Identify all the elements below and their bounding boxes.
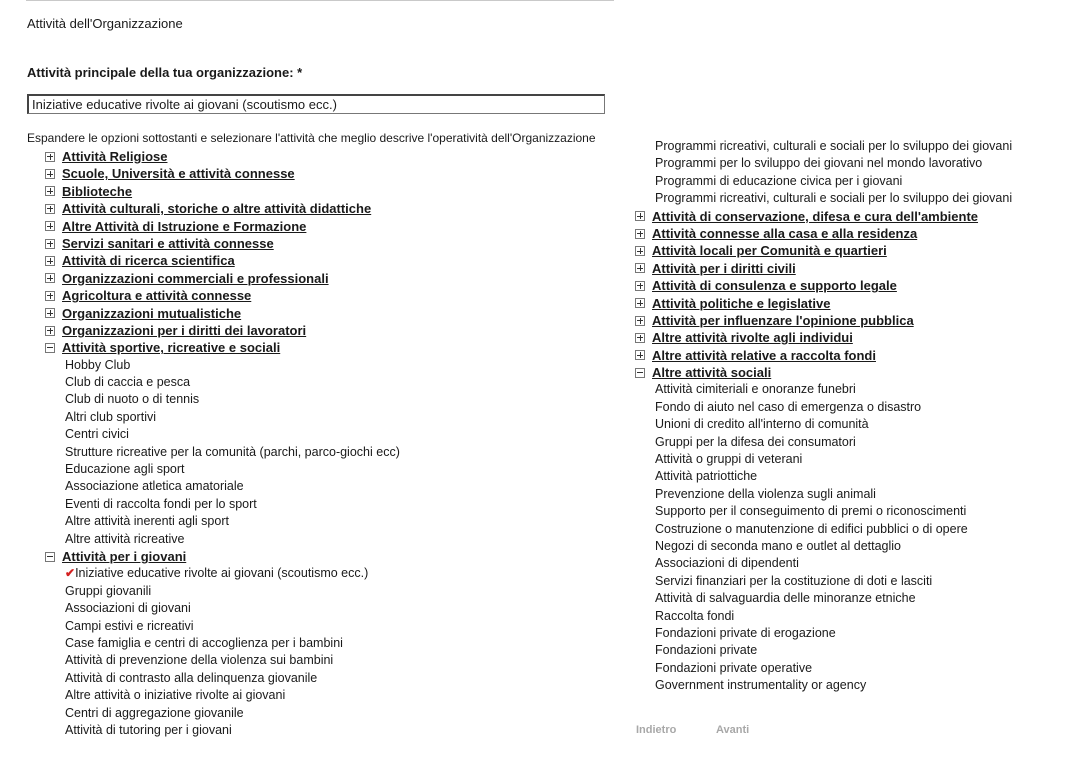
option-label: Club di caccia e pesca: [65, 375, 191, 390]
option-label: Programmi ricreativi, culturali e sociali per lo sviluppo dei giovani: [655, 191, 1013, 206]
activity-option[interactable]: [45, 635, 400, 652]
option-label: Hobby Club: [65, 357, 131, 372]
activity-option[interactable]: [635, 608, 1012, 625]
activity-option[interactable]: [45, 478, 400, 495]
activity-option[interactable]: [635, 416, 1012, 433]
plus-box-icon[interactable]: [635, 263, 645, 273]
option-label: Club di nuoto o di tennis: [65, 392, 200, 407]
option-label: Attività di contrasto alla delinquenza giovanile: [65, 670, 318, 685]
plus-box-icon[interactable]: [45, 273, 55, 283]
option-label: Altri club sportivi: [65, 409, 156, 424]
top-divider: [26, 0, 614, 1]
activity-option[interactable]: [635, 486, 1012, 503]
category-item[interactable]: [45, 165, 400, 182]
activity-option[interactable]: [45, 531, 400, 548]
activity-option[interactable]: [635, 590, 1012, 607]
activity-option[interactable]: [45, 722, 400, 739]
category-label: Attività culturali, storiche o altre attività didattiche: [62, 201, 372, 217]
option-label: Attività di tutoring per i giovani: [65, 722, 232, 737]
category-item[interactable]: [635, 225, 1012, 242]
activity-option[interactable]: [635, 677, 1012, 694]
plus-box-icon[interactable]: [45, 169, 55, 179]
minus-box-icon[interactable]: [45, 552, 55, 562]
option-label: Associazione atletica amatoriale: [65, 479, 244, 494]
category-label: Attività di conservazione, difesa e cura dell'ambiente: [652, 208, 979, 224]
next-button[interactable]: Avanti: [716, 724, 750, 736]
option-label: Educazione agli sport: [65, 462, 185, 477]
category-item[interactable]: [45, 252, 400, 269]
option-label: Programmi di educazione civica per i giovani: [655, 173, 903, 188]
activity-option[interactable]: [45, 357, 400, 374]
activity-option[interactable]: [45, 705, 400, 722]
plus-box-icon[interactable]: [45, 256, 55, 266]
option-label: Government instrumentality or agency: [655, 678, 867, 693]
plus-box-icon[interactable]: [45, 221, 55, 231]
plus-box-icon[interactable]: [45, 308, 55, 318]
plus-box-icon[interactable]: [45, 239, 55, 249]
activity-option[interactable]: [45, 409, 400, 426]
category-label: Attività sportive, ricreative e sociali: [62, 340, 281, 356]
category-label: Attività per i diritti civili: [652, 260, 796, 276]
option-label: Negozi di seconda mano e outlet al dettaglio: [655, 538, 901, 553]
option-label: Supporto per il conseguimento di premi o riconoscimenti: [655, 504, 967, 519]
category-item[interactable]: [635, 347, 1012, 364]
category-item[interactable]: [45, 287, 400, 304]
category-item[interactable]: [635, 295, 1012, 312]
plus-box-icon[interactable]: [635, 211, 645, 221]
category-item[interactable]: [45, 148, 400, 165]
category-item[interactable]: [635, 364, 1012, 381]
activity-option[interactable]: [45, 374, 400, 391]
activity-option[interactable]: [635, 468, 1012, 485]
category-label: Organizzazioni per i diritti dei lavoratori: [62, 322, 307, 338]
activity-option[interactable]: [635, 625, 1012, 642]
option-label: Altre attività ricreative: [65, 531, 185, 546]
option-label: Associazioni di dipendenti: [655, 556, 799, 571]
option-label: Strutture ricreative per la comunità (parchi, parco-giochi ecc): [65, 444, 400, 459]
option-label: Altre attività o iniziative rivolte ai giovani: [65, 688, 286, 703]
activity-option[interactable]: [635, 138, 1012, 155]
category-label: Attività locali per Comunità e quartieri: [652, 243, 887, 259]
instructions-text: Espandere le opzioni sottostanti e selezionare l'attività che meglio descrive l'operatività dell'Organizzazione: [27, 131, 596, 145]
category-label: Altre attività rivolte agli individui: [652, 330, 853, 346]
category-item[interactable]: [45, 548, 400, 565]
activity-option[interactable]: [45, 670, 400, 687]
option-label: Gruppi per la difesa dei consumatori: [655, 434, 856, 449]
plus-box-icon[interactable]: [635, 229, 645, 239]
minus-box-icon[interactable]: [45, 343, 55, 353]
category-label: Altre Attività di Istruzione e Formazione: [62, 218, 307, 234]
activity-option[interactable]: [635, 155, 1012, 172]
activity-option[interactable]: [635, 521, 1012, 538]
activity-option[interactable]: [45, 461, 400, 478]
option-label: Gruppi giovanili: [65, 583, 152, 598]
category-label: Altre attività relative a raccolta fondi: [652, 347, 876, 363]
category-label: Attività Religiose: [62, 149, 168, 164]
category-item[interactable]: [45, 339, 400, 356]
activity-option[interactable]: [45, 600, 400, 617]
activity-option[interactable]: [45, 652, 400, 669]
category-item[interactable]: [635, 208, 1012, 225]
activity-option[interactable]: [45, 583, 400, 600]
category-item[interactable]: [45, 270, 400, 287]
option-label: Programmi ricreativi, culturali e sociali per lo sviluppo dei giovani: [655, 139, 1013, 153]
check-icon: ✔: [65, 566, 76, 581]
activity-option[interactable]: [45, 618, 400, 635]
category-item[interactable]: [635, 329, 1012, 346]
option-label: Case famiglia e centri di accoglienza per i bambini: [65, 635, 343, 650]
category-label: Attività per i giovani: [62, 548, 187, 564]
activity-option[interactable]: [45, 513, 400, 530]
activity-option[interactable]: [635, 173, 1012, 190]
option-label: Programmi per lo sviluppo dei giovani nel mondo lavorativo: [655, 156, 983, 171]
activity-option[interactable]: [635, 660, 1012, 677]
activity-option[interactable]: [635, 434, 1012, 451]
activity-tree-left: [45, 148, 400, 739]
category-label: Servizi sanitari e attività connesse: [62, 235, 274, 251]
category-item[interactable]: [635, 312, 1012, 329]
plus-box-icon[interactable]: [635, 298, 645, 308]
plus-box-icon[interactable]: [45, 291, 55, 301]
category-item[interactable]: [45, 183, 400, 200]
category-label: Organizzazioni mutualistiche: [62, 305, 242, 321]
category-label: Agricoltura e attività connesse: [62, 288, 252, 304]
category-item[interactable]: [635, 277, 1012, 294]
option-label: Associazioni di giovani: [65, 601, 191, 616]
minus-box-icon[interactable]: [635, 368, 645, 378]
category-label: Organizzazioni commerciali e professionali: [62, 270, 329, 286]
activity-option[interactable]: [635, 573, 1012, 590]
option-label: Fondo di aiuto nel caso di emergenza o disastro: [655, 399, 922, 414]
option-label: Centri di aggregazione giovanile: [65, 705, 244, 720]
option-label: Attività cimiteriali e onoranze funebri: [655, 382, 856, 397]
activity-option[interactable]: [635, 555, 1012, 572]
section-title: Attività dell'Organizzazione: [27, 16, 183, 31]
option-label: Raccolta fondi: [655, 608, 735, 623]
option-label: Fondazioni private di erogazione: [655, 625, 836, 640]
option-label: Prevenzione della violenza sugli animali: [655, 486, 876, 501]
category-label: Attività di consulenza e supporto legale: [652, 278, 897, 294]
category-item[interactable]: [45, 322, 400, 339]
plus-box-icon[interactable]: [45, 152, 55, 162]
option-label: Eventi di raccolta fondi per lo sport: [65, 496, 257, 511]
category-label: Scuole, Università e attività connesse: [62, 166, 295, 182]
back-button[interactable]: Indietro: [636, 724, 677, 736]
option-label: Unioni di credito all'interno di comunità: [655, 417, 869, 432]
option-label: Attività patriottiche: [655, 469, 758, 484]
option-label: Servizi finanziari per la costituzione di doti e lasciti: [655, 573, 933, 588]
activity-option[interactable]: [45, 426, 400, 443]
option-label: Centri civici: [65, 427, 129, 442]
category-label: Attività politiche e legislative: [652, 295, 831, 311]
activity-option[interactable]: [635, 642, 1012, 659]
option-label: Attività di prevenzione della violenza sui bambini: [65, 653, 334, 668]
option-label: Altre attività inerenti agli sport: [65, 514, 229, 529]
activity-option[interactable]: [635, 538, 1012, 555]
selected-activity-option[interactable]: [45, 565, 400, 582]
option-label: Attività o gruppi di veterani: [655, 452, 803, 467]
question-label: Attività principale della tua organizzazione: *: [27, 65, 303, 80]
plus-box-icon[interactable]: [635, 246, 645, 256]
option-label: Fondazioni private: [655, 643, 758, 658]
plus-box-icon[interactable]: [45, 204, 55, 214]
category-item[interactable]: [635, 260, 1012, 277]
category-item[interactable]: [635, 242, 1012, 259]
activity-tree-right: [635, 138, 1012, 695]
option-label: Iniziative educative rivolte ai giovani (scoutismo ecc.): [75, 566, 369, 581]
category-item[interactable]: [45, 218, 400, 235]
activity-option[interactable]: [45, 391, 400, 408]
activity-option[interactable]: [635, 190, 1012, 207]
option-label: Campi estivi e ricreativi: [65, 618, 194, 633]
option-label: Fondazioni private operative: [655, 660, 813, 675]
plus-box-icon[interactable]: [45, 186, 55, 196]
plus-box-icon[interactable]: [635, 281, 645, 291]
category-label: Biblioteche: [62, 183, 133, 199]
plus-box-icon[interactable]: [635, 350, 645, 360]
plus-box-icon[interactable]: [45, 326, 55, 336]
plus-box-icon[interactable]: [635, 316, 645, 326]
activity-option[interactable]: [45, 496, 400, 513]
option-label: Attività di salvaguardia delle minoranze etniche: [655, 591, 916, 606]
category-item[interactable]: [45, 305, 400, 322]
option-label: Costruzione o manutenzione di edifici pubblici o di opere: [655, 521, 968, 536]
category-label: Attività per influenzare l'opinione pubblica: [652, 312, 914, 328]
activity-option[interactable]: [635, 399, 1012, 416]
category-label: Attività connesse alla casa e alla residenza: [652, 225, 918, 241]
category-item[interactable]: [45, 200, 400, 217]
category-label: Attività di ricerca scientifica: [62, 253, 235, 269]
category-item[interactable]: [45, 235, 400, 252]
activity-option[interactable]: [45, 444, 400, 461]
activity-option[interactable]: [635, 451, 1012, 468]
category-label: Altre attività sociali: [652, 365, 772, 381]
activity-option[interactable]: [45, 687, 400, 704]
plus-box-icon[interactable]: [635, 333, 645, 343]
activity-option[interactable]: [635, 503, 1012, 520]
activity-option[interactable]: [635, 381, 1012, 398]
selected-activity-field[interactable]: Iniziative educative rivolte ai giovani (scoutismo ecc.): [27, 94, 605, 114]
